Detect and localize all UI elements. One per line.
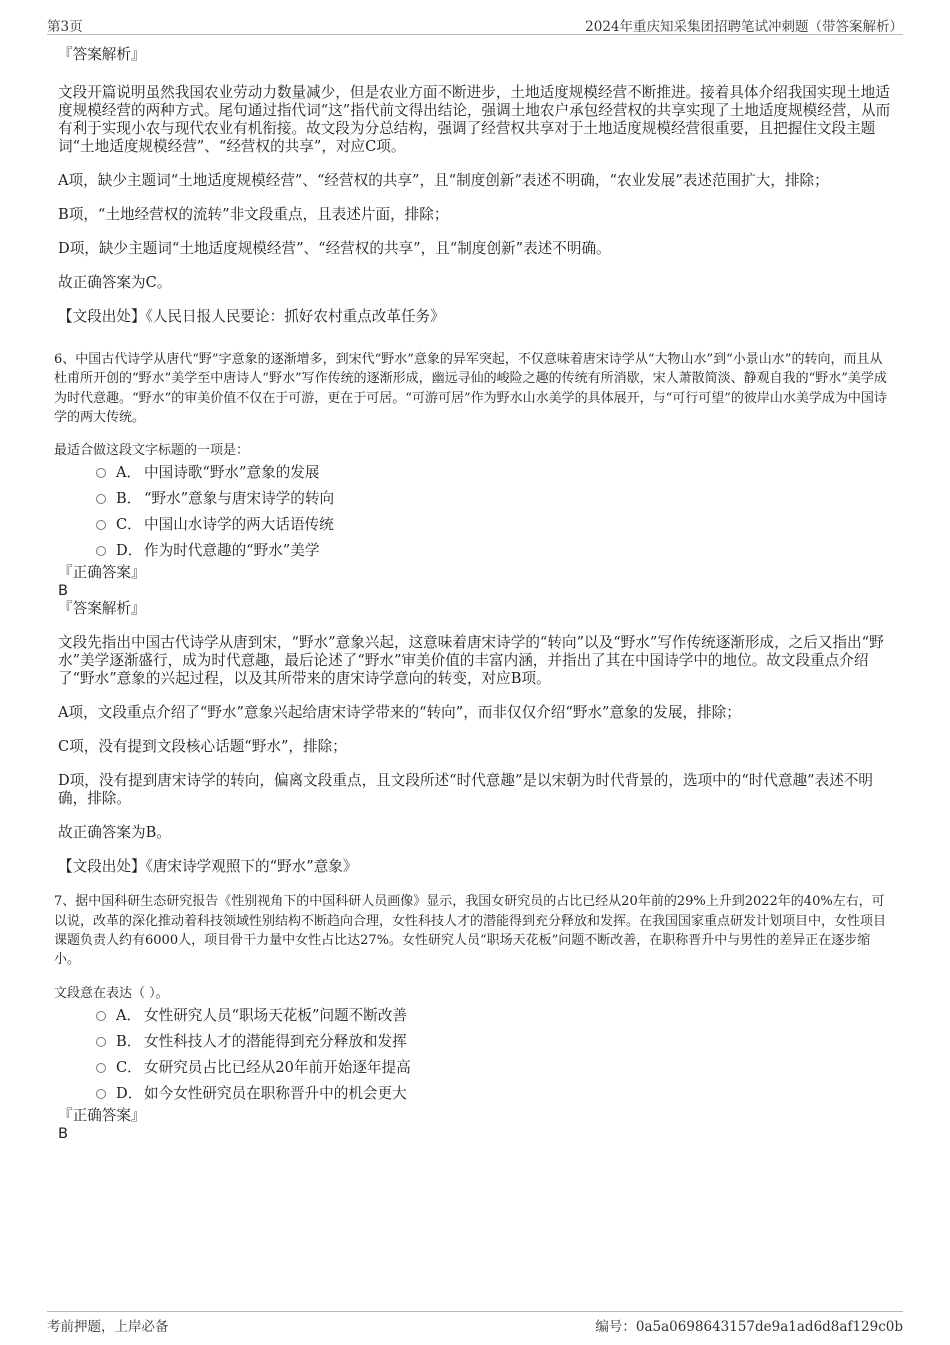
q7-answer: B bbox=[58, 1124, 69, 1142]
footer-slogan: 考前押题，上岸必备 bbox=[47, 1319, 169, 1335]
radio-icon[interactable] bbox=[96, 1037, 106, 1047]
q6-conclusion: 故正确答案为B。 bbox=[58, 824, 171, 842]
q6-answer: B bbox=[58, 582, 69, 600]
document-id: 编号：0a5a0698643157de9a1ad6d8af129c0b bbox=[595, 1319, 903, 1335]
page-header bbox=[47, 14, 903, 35]
document-title: 2024年重庆知采集团招聘笔试冲刺题（带答案解析） bbox=[585, 19, 903, 35]
q6-source: 【文段出处】《唐宋诗学观照下的“野水”意象》 bbox=[58, 858, 358, 876]
radio-icon[interactable] bbox=[96, 1011, 106, 1021]
radio-icon[interactable] bbox=[96, 1063, 106, 1073]
q7-option-d[interactable]: D． 如今女性研究员在职称晋升中的机会更大 bbox=[96, 1081, 894, 1107]
q6-option-a[interactable]: A． 中国诗歌“野水”意象的发展 bbox=[96, 460, 894, 486]
q7-option-c[interactable]: C． 女研究员占比已经从20年前开始逐年提高 bbox=[96, 1055, 894, 1081]
radio-icon[interactable] bbox=[96, 520, 106, 530]
q6-option-c[interactable]: C． 中国山水诗学的两大话语传统 bbox=[96, 512, 894, 538]
q6-stem: 6、中国古代诗学从唐代“野”字意象的逐渐增多，到宋代“野水”意象的异军突起，不仅意味着唐宋诗学从“大物山水”到“小景山水”的转向，而且从杜甫所开创的“野水”美学至中唐诗人“野水”写作传统的逐渐形成，幽远寻仙的峻险之趣的传统有所消歇，宋人萧散简淡、静观自我的“野水”美学成为时代意趣。“野水”的审美价值不仅在于可游，更在于可居。“可游可居”作为野水山水美学的具体展开，与“可行可望”的彼岸山水美学成为中国诗学的两大传统。 bbox=[54, 352, 887, 425]
q5-source: 【文段出处】《人民日报人民要论：抓好农村重点改革任务》 bbox=[58, 308, 445, 325]
q5-analysis: 文段开篇说明虽然我国农业劳动力数量减少，但是农业方面不断进步，土地适度规模经营不断推进。接着具体介绍我国实现土地适度规模经营的两种方式。尾句通过指代词“这”指代前文得出结论，强调土地农户承包经营权的共享实现了土地适度规模经营，从而有利于实现小农与现代农业有机衔接。故文段为分总结构，强调了经营权共享对于土地适度规模经营很重要，且把握住文段主题词“土地适度规模经营”、“经营权的共享”，对应C项。 bbox=[58, 84, 891, 155]
page-content bbox=[54, 46, 894, 1143]
q7-answer-tag: 『正确答案』 bbox=[58, 1106, 146, 1124]
q5-note-d: D项，缺少主题词“土地适度规模经营”、“经营权的共享”，且“制度创新”表述不明确。 bbox=[58, 240, 611, 257]
q6-option-b[interactable]: B． “野水”意象与唐宋诗学的转向 bbox=[96, 486, 894, 512]
q6-answer-tag: 『正确答案』 bbox=[58, 564, 146, 582]
radio-icon[interactable] bbox=[96, 468, 106, 478]
q5-analysis-tag: 『答案解析』 bbox=[58, 46, 146, 63]
q7-option-a[interactable]: A． 女性研究人员“职场天花板”问题不断改善 bbox=[96, 1003, 894, 1029]
q6-note-c: C项，没有提到文段核心话题“野水”，排除； bbox=[58, 738, 347, 756]
page-footer bbox=[47, 1311, 903, 1338]
q7-question: 文段意在表达（ ）。 bbox=[54, 985, 169, 1001]
q5-conclusion: 故正确答案为C。 bbox=[58, 274, 172, 291]
q6-question: 最适合做这段文字标题的一项是： bbox=[54, 443, 250, 459]
q5-note-b: B项，“土地经营权的流转”非文段重点，且表述片面，排除； bbox=[58, 206, 449, 223]
q6-note-a: A项，文段重点介绍了“野水”意象兴起给唐宋诗学带来的“转向”，而非仅仅介绍“野水”意象的发展，排除； bbox=[58, 704, 741, 722]
q5-note-a: A项，缺少主题词“土地适度规模经营”、“经营权的共享”，且“制度创新”表述不明确，“农业发展”表述范围扩大，排除； bbox=[58, 172, 829, 189]
page-number: 第3页 bbox=[47, 19, 83, 35]
radio-icon[interactable] bbox=[96, 546, 106, 556]
q7-option-b[interactable]: B． 女性科技人才的潜能得到充分释放和发挥 bbox=[96, 1029, 894, 1055]
q7-options bbox=[96, 1003, 894, 1107]
q6-analysis: 文段先指出中国古代诗学从唐到宋，“野水”意象兴起，这意味着唐宋诗学的“转向”以及“野水”写作传统逐渐形成，之后又指出“野水”美学逐渐盛行，成为时代意趣，最后论述了“野水”审美价值的丰富内涵，并指出了其在中国诗学中的地位。故文段重点介绍了“野水”意象的兴起过程，以及其所带来的唐宋诗学意向的转变，对应B项。 bbox=[58, 634, 884, 688]
radio-icon[interactable] bbox=[96, 494, 106, 504]
q7-stem: 7、据中国科研生态研究报告《性别视角下的中国科研人员画像》显示，我国女研究员的占比已经从20年前的29%上升到2022年的40%左右，可以说，改革的深化推动着科技领域性别结构不断趋向合理，女性科技人才的潜能得到充分释放和发挥。在我国国家重点研发计划项目中，女性项目课题负责人约有6000人，项目骨干力量中女性占比达27%。女性研究人员“职场天花板”问题不断改善，在职称晋升中与男性的差异正在逐步缩小。 bbox=[54, 894, 887, 968]
radio-icon[interactable] bbox=[96, 1089, 106, 1099]
q6-option-d[interactable]: D． 作为时代意趣的“野水”美学 bbox=[96, 538, 894, 564]
q6-analysis-tag: 『答案解析』 bbox=[58, 600, 146, 618]
q6-options bbox=[96, 460, 894, 564]
q6-note-d: D项，没有提到唐宋诗学的转向，偏离文段重点，且文段所述“时代意趣”是以宋朝为时代背景的，选项中的“时代意趣”表述不明确，排除。 bbox=[58, 772, 874, 808]
